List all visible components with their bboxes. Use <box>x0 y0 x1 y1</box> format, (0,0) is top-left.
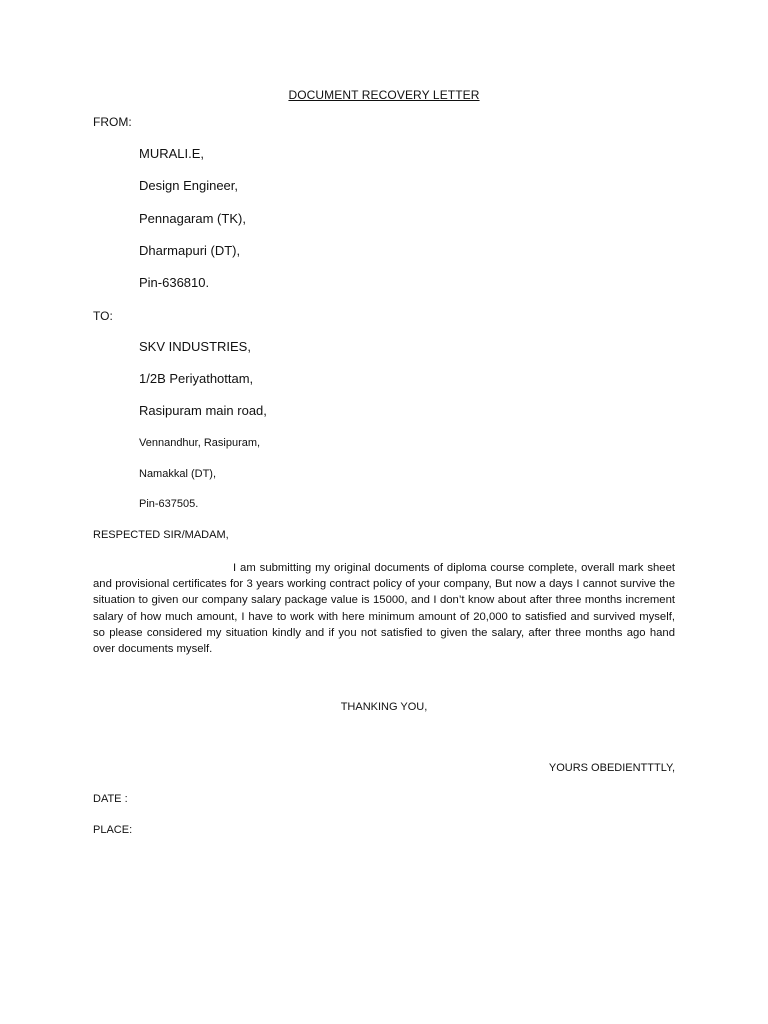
from-label: FROM: <box>93 115 132 129</box>
place-label: PLACE: <box>93 824 133 836</box>
from-name: MURALI.E, <box>139 146 205 161</box>
to-road: Rasipuram main road, <box>139 403 267 418</box>
from-pincode: Pin-636810. <box>139 275 210 290</box>
letter-body: I am submitting my original documents of diploma course complete, overall mark sheet and provisional certificates for 3 years working contract policy of your company, But now a days I cannot survive the situation to given our company salary package value is 15000, and I don’t know about after three months increment salary of how much amount, I have to work with here minimum amount of 20,000 to satisfied and survived myself, so please considered my situation kindly and if you not satisfied to given the salary, after three months ago hand over documents myself. <box>93 562 675 656</box>
from-designation: Design Engineer, <box>139 178 239 193</box>
to-label: TO: <box>93 309 113 323</box>
letter-title: DOCUMENT RECOVERY LETTER <box>288 88 480 102</box>
from-district: Dharmapuri (DT), <box>139 243 241 258</box>
salutation: RESPECTED SIR/MADAM, <box>93 529 229 541</box>
to-pincode: Pin-637505. <box>139 498 199 510</box>
from-taluk: Pennagaram (TK), <box>139 211 246 226</box>
to-locality: Vennandhur, Rasipuram, <box>139 437 261 449</box>
to-street: 1/2B Periyathottam, <box>139 371 254 386</box>
date-label: DATE : <box>93 793 128 805</box>
to-company: SKV INDUSTRIES, <box>139 339 251 354</box>
to-district: Namakkal (DT), <box>139 468 217 480</box>
thanks-line: THANKING YOU, <box>340 701 428 713</box>
closing-line: YOURS OBEDIENTTTLY, <box>548 762 675 774</box>
